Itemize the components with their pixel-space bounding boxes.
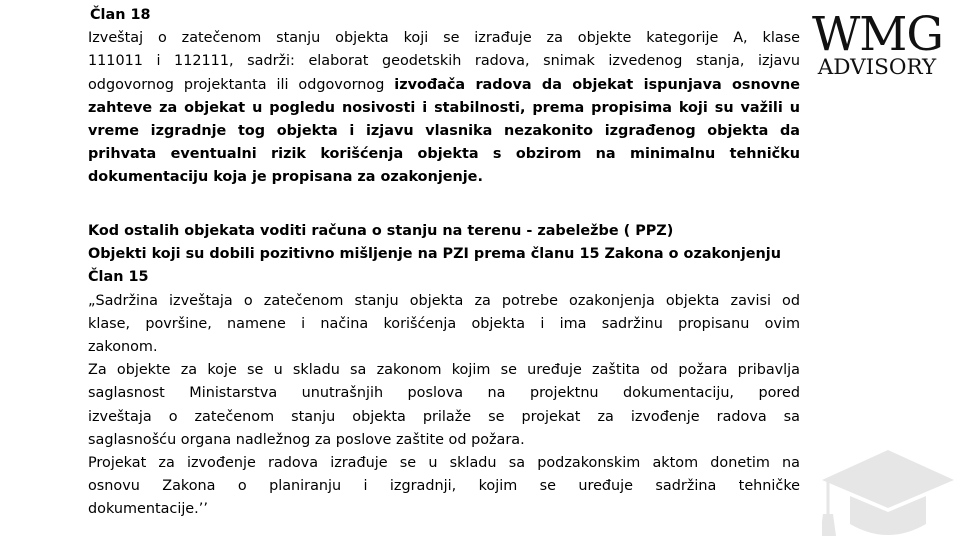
text-segment: Izveštaj o zatečenom stanju objekta koji se izrađuje za objekte kategorije A, klase xyxy=(88,30,800,47)
article-15-line: Projekat za izvođenje radova izrađuje se u skladu sa podzakonskim aktom donetim na xyxy=(88,455,800,472)
text-segment: 111011 i 112111, sadrži: elaborat geodetskih radova, snimak izvedenog stanja, izjavu xyxy=(88,53,800,70)
article-15-line: „Sadržina izveštaja o zatečenom stanju objekta za potrebe ozakonjenja objekta zavisi od xyxy=(88,292,800,309)
article-18-line xyxy=(88,166,800,189)
note-line: Objekti koji su dobili pozitivno mišljenje na PZI prema članu 15 Zakona o ozakonjenju xyxy=(88,246,781,263)
text-segment: dokumentaciju koja je propisana za ozakonjenje. xyxy=(88,169,483,186)
article-18-line xyxy=(88,74,800,97)
article-15-line: saglasnošću organa nadležnog za poslove zaštite od požara. xyxy=(88,431,525,448)
article-15-line: zakonom. xyxy=(88,339,158,356)
logo-advisory-text: ADVISORY xyxy=(817,55,937,80)
wmg-advisory-logo xyxy=(812,7,943,80)
article-15-line: Za objekte za koje se u skladu sa zakonom kojim se uređuje zaštita od požara pribavlja xyxy=(88,362,800,379)
text-segment: zahteve za objekat u pogledu nosivosti i stabilnosti, prema propisima koji su važili u xyxy=(88,99,800,116)
article-18-block xyxy=(88,4,800,190)
article-15-line: klase, površine, namene i načina korišćenja objekta i ima sadržinu propisanu ovim xyxy=(88,315,800,332)
text-segment: vreme izgradnje tog objekta i izjavu vlasnika nezakonito izgrađenog objekta da xyxy=(88,123,800,140)
text-segment: odgovornog projektanta ili odgovornog xyxy=(88,76,395,93)
article-18-line xyxy=(88,50,800,73)
article-15-quote xyxy=(88,290,800,522)
graduation-cap-icon xyxy=(822,450,954,540)
article-15-line: dokumentacije.’’ xyxy=(88,501,208,518)
note-line: Kod ostalih objekata voditi računa o stanju na terenu - zabeležbe ( PPZ) xyxy=(88,223,674,239)
article-18-line xyxy=(88,97,800,120)
article-18-line xyxy=(88,143,800,166)
article-15-line: izveštaja o zatečenom stanju objekta prilaže se projekat za izvođenje radova sa xyxy=(88,408,800,425)
article-18-heading: Član 18 xyxy=(90,7,151,23)
article-18-line xyxy=(88,27,800,50)
text-segment: prihvata eventualni rizik korišćenja objekta s obzirom na minimalnu tehničku xyxy=(88,146,800,163)
article-15-block xyxy=(88,220,800,522)
article-18-body xyxy=(88,27,800,189)
logo-wmg-text: WMG xyxy=(812,7,943,62)
article-18-line xyxy=(88,120,800,143)
notes-and-heading xyxy=(88,220,800,290)
article-15-line: saglasnost Ministarstva unutrašnjih poslova na projektnu dokumentaciju, pored xyxy=(88,385,800,402)
article-15-line: osnovu Zakona o planiranju i izgradnji, kojim se uređuje sadržina tehničke xyxy=(88,478,800,495)
text-segment: izvođača radova da objekat ispunjava osnovne xyxy=(394,76,801,93)
article-15-heading: Član 15 xyxy=(88,269,149,286)
